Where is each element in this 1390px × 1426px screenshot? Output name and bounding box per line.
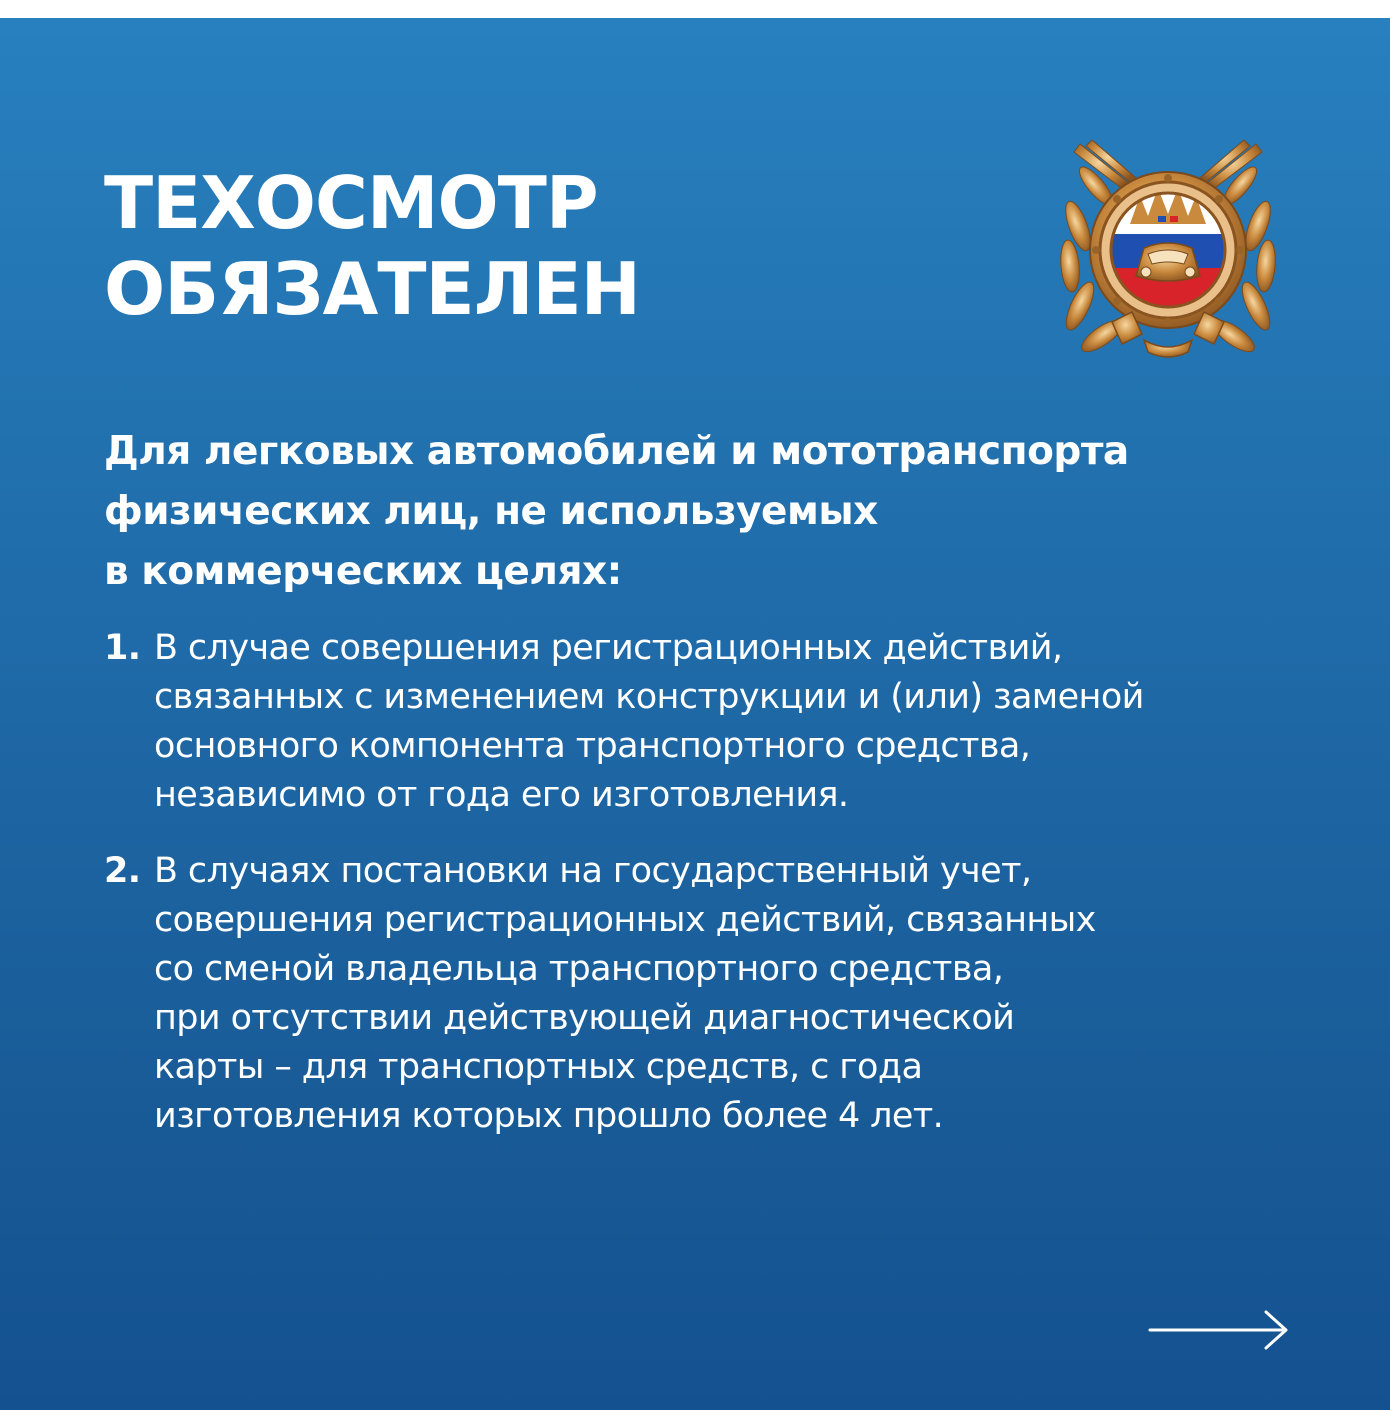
subtitle [104, 422, 1304, 602]
title-line-1: ТЕХОСМОТР [104, 161, 598, 245]
list-item-line: основного компонента транспортного средства, [154, 726, 1031, 766]
list-item-line: В случае совершения регистрационных действий, [154, 628, 1063, 668]
list-item-number: 2. [104, 851, 141, 891]
list-item-line: независимо от года его изготовления. [154, 775, 849, 815]
list-item-line: совершения регистрационных действий, связанных [154, 900, 1096, 940]
page-title [104, 160, 640, 332]
list-item-line: связанных с изменением конструкции и (или) заменой [154, 677, 1144, 717]
list-item-number: 1. [104, 628, 141, 668]
list-item-line: со сменой владельца транспортного средства, [154, 949, 1004, 989]
list-item-line: при отсутствии действующей диагностической [154, 998, 1015, 1038]
list-item-line: изготовления которых прошло более 4 лет. [154, 1096, 944, 1136]
list-item-line: В случаях постановки на государственный учет, [154, 851, 1032, 891]
arrow-right-icon[interactable] [1148, 1308, 1290, 1352]
title-line-2: ОБЯЗАТЕЛЕН [104, 247, 640, 331]
slide [0, 18, 1390, 1410]
subtitle-line: физических лиц, не используемых [104, 489, 878, 534]
subtitle-line: в коммерческих целях: [104, 549, 622, 594]
list-item-line: карты – для транспортных средств, с года [154, 1047, 923, 1087]
conditions-list [104, 624, 1304, 1168]
subtitle-line: Для легковых автомобилей и мототранспорта [104, 429, 1129, 474]
traffic-police-emblem-icon [1040, 126, 1296, 366]
list-item [104, 847, 1304, 1141]
list-item [104, 624, 1304, 820]
